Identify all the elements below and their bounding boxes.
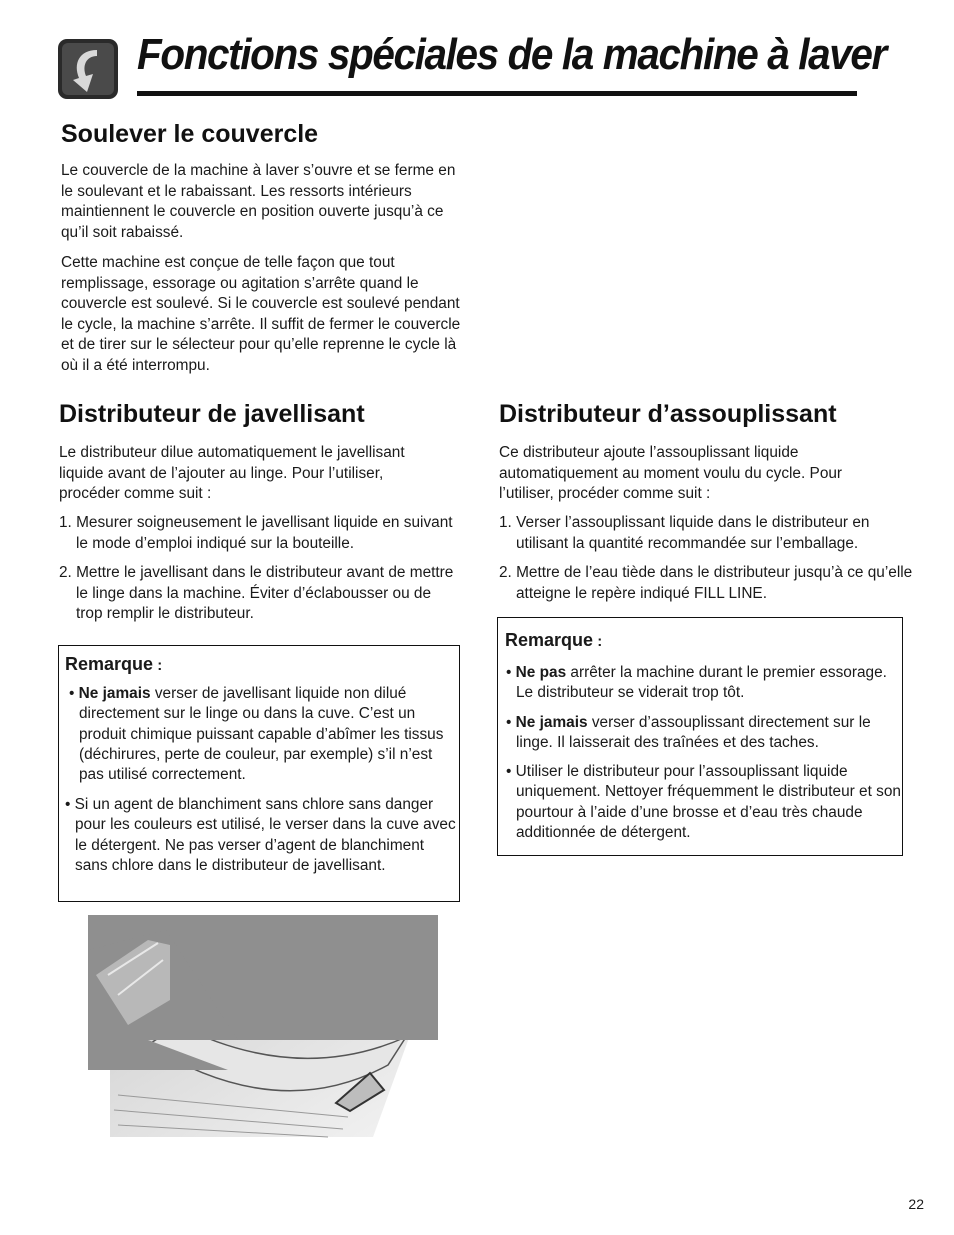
- bleach-step-2: 2. Mettre le javellisant dans le distributeur avant de mettre le linge dans la machine. Éviter d’éclabousser ou de trop remplir le distributeur.: [59, 564, 454, 622]
- bleach-note-item-2: • Si un agent de blanchiment sans chlore sans danger pour les couleurs est utilisé, le verser dans la cuve avec le détergent. Ne pas verser d’agent de blanchiment sans chlore dans le distributeur de javellisant.: [65, 796, 456, 874]
- bleach-note-title: Remarque :: [65, 654, 163, 674]
- softener-note-item-3: • Utiliser le distributeur pour l’assouplissant liquide uniquement. Nettoyer fréquemment le distributeur et son pourtour à l’aide d’une brosse et d’eau très chaude additionnée de détergent.: [506, 763, 901, 841]
- page-number: 22: [908, 1196, 924, 1212]
- bleach-heading: Distributeur de javellisant: [59, 400, 365, 428]
- softener-note-box: [497, 617, 903, 856]
- lid-paragraph-1: Le couvercle de la machine à laver s’ouvre et se ferme en le soulevant et le rabaissant. Les ressorts intérieurs maintiennent le couvercle en position ouverte jusqu’à ce qu’il soit rabaissé.: [61, 162, 456, 241]
- bleach-note-item-1: • Ne jamais verser de javellisant liquide non dilué directement sur le linge ou dans la cuve. C’est un produit chimique puissant capable d’abîmer les tissus (déchirures, perte de couleur, par exemple) s’il n’est pas utilisé correctement.: [69, 685, 444, 784]
- softener-step-2: 2. Mettre de l’eau tiède dans le distributeur jusqu’à ce qu’elle atteigne le repère indiqué FILL LINE.: [499, 564, 913, 602]
- softener-note-item-2: • Ne jamais verser d’assouplissant directement sur le linge. Il laisserait des traînées et des taches.: [506, 714, 871, 752]
- softener-note-item-1: • Ne pas arrêter la machine durant le premier essorage. Le distributeur se viderait trop tôt.: [506, 664, 887, 702]
- section-logo-icon: [57, 38, 119, 100]
- softener-step-1: 1. Verser l’assouplissant liquide dans le distributeur en utilisant la quantité recommandée sur l’emballage.: [499, 514, 870, 552]
- page-title: Fonctions spéciales de la machine à laver: [137, 30, 886, 79]
- bleach-step-1: 1. Mesurer soigneusement le javellisant liquide en suivant le mode d’emploi indiqué sur la bouteille.: [59, 514, 453, 552]
- washer-dispenser-illustration: [88, 915, 438, 1140]
- title-underline: [137, 91, 857, 96]
- lid-paragraph-2: Cette machine est conçue de telle façon que tout remplissage, essorage ou agitation s’arrête quand le couvercle est soulevé. Si le couvercle est soulevé pendant le cycle, la machine s’arrête. Il suffit de fermer le couvercle et de tirer sur le sélecteur pour qu’elle reprenne le cycle là où il a été interrompu.: [61, 254, 461, 374]
- softener-note-title: Remarque :: [505, 630, 603, 650]
- bleach-intro: Le distributeur dilue automatiquement le javellisant liquide avant de l’ajouter au linge. Pour l’utiliser, procéder comme suit :: [59, 444, 405, 502]
- bleach-note-box: [58, 645, 460, 902]
- softener-heading: Distributeur d’assouplissant: [499, 400, 837, 428]
- softener-intro: Ce distributeur ajoute l’assouplissant liquide automatiquement au moment voulu du cycle. Pour l’utiliser, procéder comme suit :: [499, 444, 843, 502]
- lid-heading: Soulever le couvercle: [61, 120, 319, 148]
